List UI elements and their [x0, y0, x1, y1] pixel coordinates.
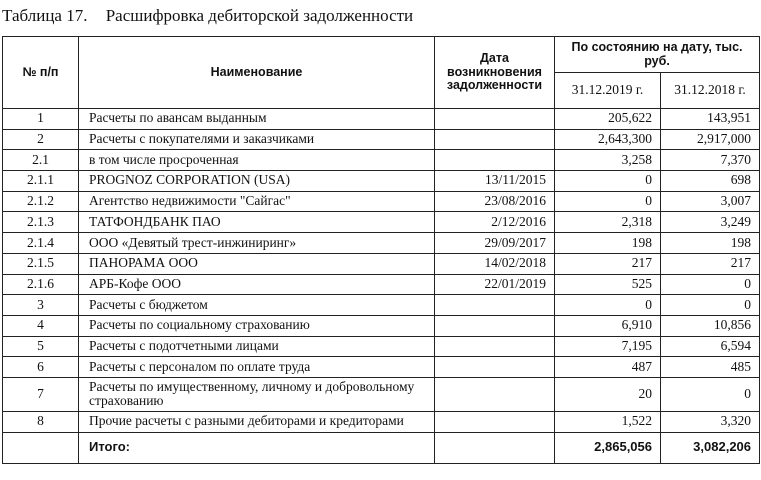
- row-name: Прочие расчеты с разными дебиторами и кредиторами: [79, 411, 435, 432]
- row-date: [435, 377, 555, 411]
- row-value-2019: 205,622: [555, 109, 661, 130]
- row-num: 6: [3, 357, 79, 378]
- row-date: [435, 129, 555, 150]
- row-num: 8: [3, 411, 79, 432]
- row-value-2018: 3,320: [661, 411, 760, 432]
- total-num-cell: [3, 432, 79, 463]
- row-num: 2.1.2: [3, 191, 79, 212]
- row-name: Расчеты с персоналом по оплате труда: [79, 357, 435, 378]
- row-name: ООО «Девятый трест-инжиниринг»: [79, 233, 435, 254]
- row-date: [435, 357, 555, 378]
- row-value-2019: 2,318: [555, 212, 661, 233]
- row-name: Расчеты по социальному страхованию: [79, 315, 435, 336]
- table-number: Таблица 17.: [2, 6, 88, 25]
- row-num: 1: [3, 109, 79, 130]
- row-value-2018: 143,951: [661, 109, 760, 130]
- row-value-2018: 0: [661, 274, 760, 295]
- row-date: 29/09/2017: [435, 233, 555, 254]
- row-value-2019: 217: [555, 253, 661, 274]
- row-name: ТАТФОНДБАНК ПАО: [79, 212, 435, 233]
- row-date: [435, 315, 555, 336]
- header-state: По состоянию на дату, тыс. руб.: [555, 37, 760, 73]
- table-caption: [2, 6, 413, 26]
- header-num: № п/п: [3, 37, 79, 109]
- row-date: 14/02/2018: [435, 253, 555, 274]
- row-value-2018: 485: [661, 357, 760, 378]
- table-row: [3, 109, 760, 130]
- row-date: [435, 295, 555, 316]
- row-date: 23/08/2016: [435, 191, 555, 212]
- row-date: 2/12/2016: [435, 212, 555, 233]
- row-date: 13/11/2015: [435, 171, 555, 192]
- header-name: Наименование: [79, 37, 435, 109]
- table-row: [3, 274, 760, 295]
- total-row: [3, 432, 760, 463]
- row-value-2019: 0: [555, 295, 661, 316]
- row-num: 2.1.1: [3, 171, 79, 192]
- row-value-2018: 0: [661, 295, 760, 316]
- table-row: [3, 315, 760, 336]
- row-value-2018: 2,917,000: [661, 129, 760, 150]
- table-row: [3, 411, 760, 432]
- row-value-2019: 0: [555, 171, 661, 192]
- row-name: в том числе просроченная: [79, 150, 435, 171]
- row-num: 4: [3, 315, 79, 336]
- table-row: [3, 129, 760, 150]
- table-row: [3, 336, 760, 357]
- row-value-2019: 7,195: [555, 336, 661, 357]
- table-row: [3, 357, 760, 378]
- row-value-2018: 217: [661, 253, 760, 274]
- total-label: Итого:: [79, 432, 435, 463]
- row-num: 2.1.6: [3, 274, 79, 295]
- row-name: Расчеты с бюджетом: [79, 295, 435, 316]
- row-value-2018: 3,249: [661, 212, 760, 233]
- row-date: [435, 336, 555, 357]
- table-title: Расшифровка дебиторской задолженности: [105, 6, 414, 25]
- row-name: PROGNOZ CORPORATION (USA): [79, 171, 435, 192]
- row-value-2019: 487: [555, 357, 661, 378]
- receivables-table: [2, 36, 760, 464]
- row-num: 2.1.3: [3, 212, 79, 233]
- total-date-cell: [435, 432, 555, 463]
- row-name: ПАНОРАМА ООО: [79, 253, 435, 274]
- row-value-2019: 1,522: [555, 411, 661, 432]
- row-value-2018: 10,856: [661, 315, 760, 336]
- row-value-2018: 7,370: [661, 150, 760, 171]
- row-name: Расчеты с покупателями и заказчиками: [79, 129, 435, 150]
- row-date: 22/01/2019: [435, 274, 555, 295]
- table-row: [3, 295, 760, 316]
- row-name: Расчеты по имущественному, личному и добровольному страхованию: [79, 377, 435, 411]
- header-date: Дата возникновения задолженности: [435, 37, 555, 109]
- row-num: 5: [3, 336, 79, 357]
- table-row: [3, 377, 760, 411]
- row-value-2019: 0: [555, 191, 661, 212]
- table-row: [3, 171, 760, 192]
- row-name: Расчеты по авансам выданным: [79, 109, 435, 130]
- row-num: 2.1.4: [3, 233, 79, 254]
- row-value-2019: 3,258: [555, 150, 661, 171]
- row-num: 7: [3, 377, 79, 411]
- table-row: [3, 233, 760, 254]
- row-value-2018: 3,007: [661, 191, 760, 212]
- row-value-2019: 525: [555, 274, 661, 295]
- row-value-2019: 198: [555, 233, 661, 254]
- row-date: [435, 411, 555, 432]
- total-2018: 3,082,206: [661, 432, 760, 463]
- row-value-2018: 198: [661, 233, 760, 254]
- row-name: АРБ-Кофе ООО: [79, 274, 435, 295]
- table-row: [3, 150, 760, 171]
- row-num: 3: [3, 295, 79, 316]
- row-date: [435, 109, 555, 130]
- header-period-2019: 31.12.2019 г.: [555, 73, 661, 109]
- header-period-2018: 31.12.2018 г.: [661, 73, 760, 109]
- row-num: 2.1.5: [3, 253, 79, 274]
- row-value-2018: 0: [661, 377, 760, 411]
- row-value-2019: 2,643,300: [555, 129, 661, 150]
- total-2019: 2,865,056: [555, 432, 661, 463]
- row-name: Агентство недвижимости "Сайгас": [79, 191, 435, 212]
- row-value-2018: 6,594: [661, 336, 760, 357]
- row-num: 2: [3, 129, 79, 150]
- row-value-2019: 20: [555, 377, 661, 411]
- table-row: [3, 253, 760, 274]
- row-name: Расчеты с подотчетными лицами: [79, 336, 435, 357]
- row-date: [435, 150, 555, 171]
- row-value-2019: 6,910: [555, 315, 661, 336]
- row-num: 2.1: [3, 150, 79, 171]
- row-value-2018: 698: [661, 171, 760, 192]
- table-row: [3, 212, 760, 233]
- table-row: [3, 191, 760, 212]
